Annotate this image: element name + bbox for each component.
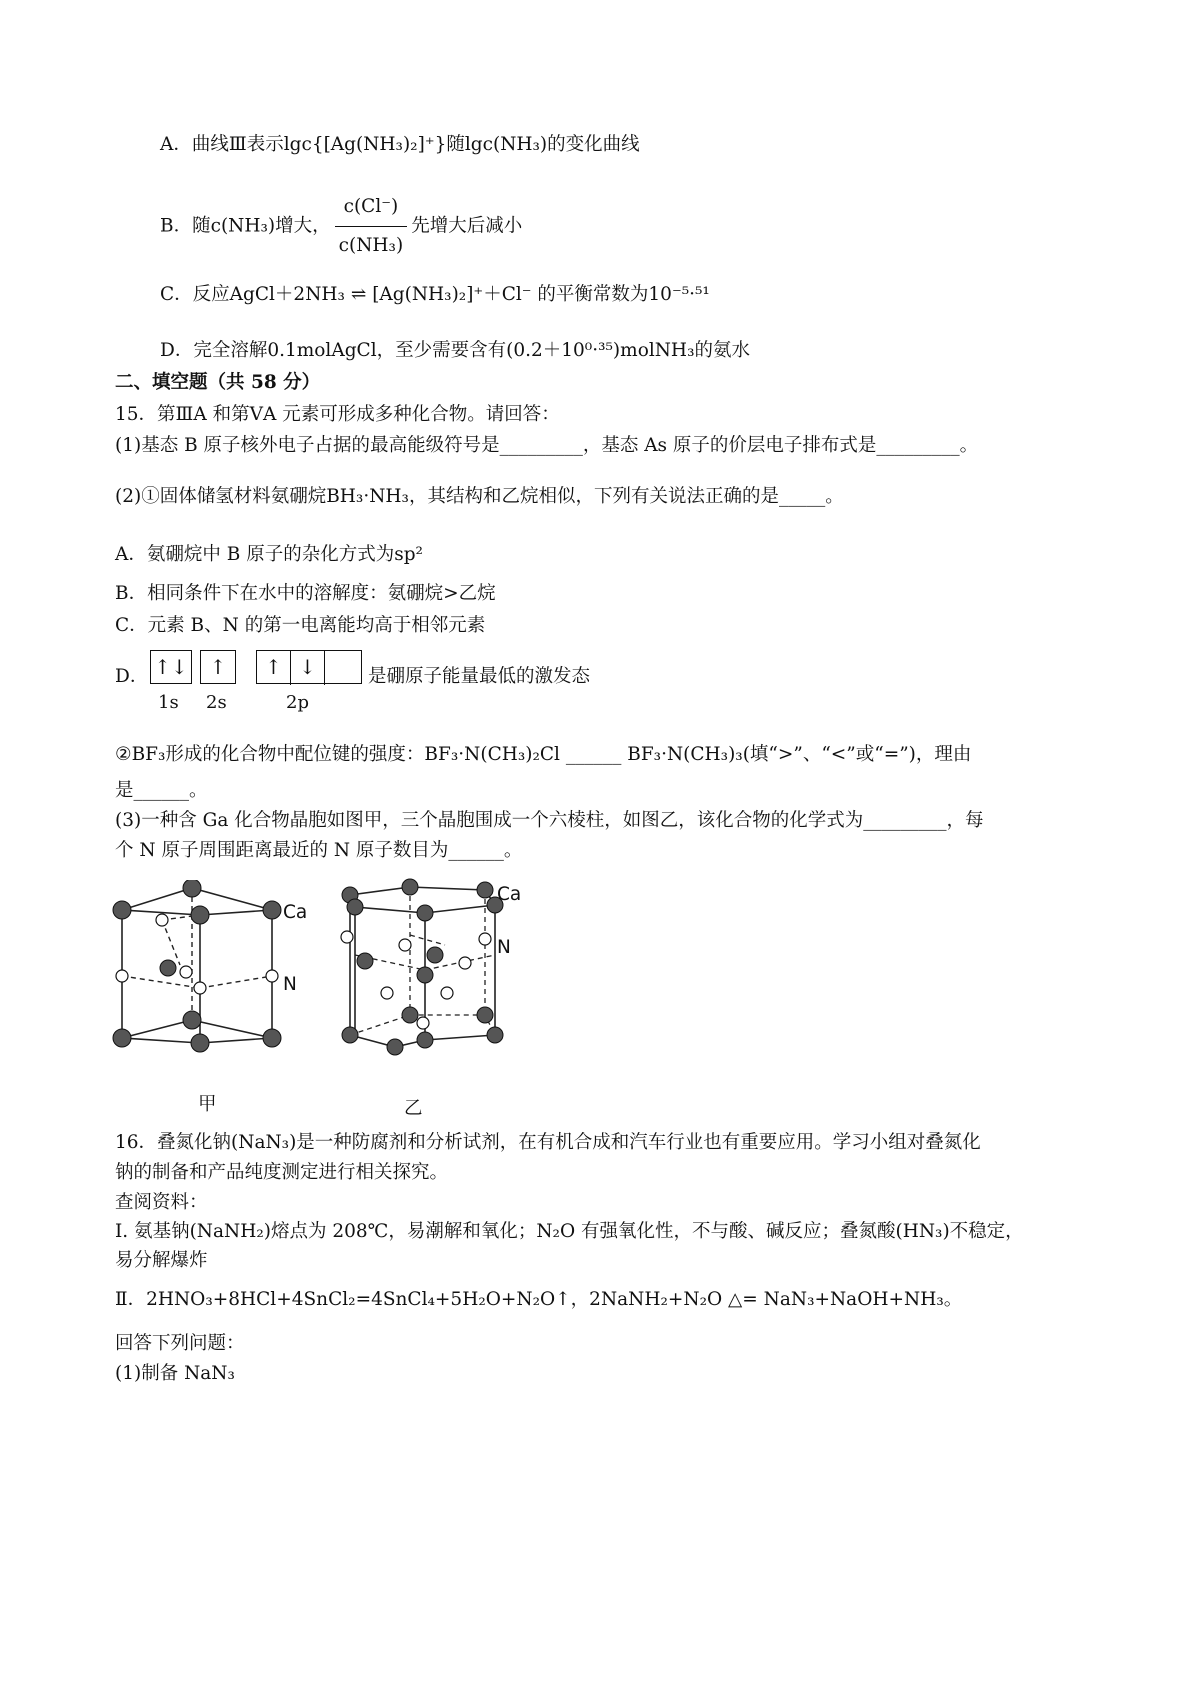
orbital-cell-2s: ↑ (209, 655, 227, 679)
q15-part2c: 是______。 (115, 780, 208, 801)
q16-info-1a: I. 氨基钠(NaNH₂)熔点为 208℃，易潮解和氧化；N₂O 有强氧化性，不与酸、碱反应；叠氮酸(HN₃)不稳定， (115, 1221, 1024, 1242)
q15-stem: 15．第ⅢA 和第ⅤA 元素可形成多种化合物。请回答： (115, 404, 560, 425)
fig1-caption: 甲 (198, 1094, 217, 1115)
q16-info-1b: 易分解爆炸 (115, 1250, 208, 1271)
q14-option-c: C．反应AgCl＋2NH₃ ⇌ [Ag(NH₃)₂]⁺＋Cl⁻ 的平衡常数为10⁻⁵·⁵¹ (160, 284, 710, 305)
q15-option-d-label: D． (115, 666, 149, 687)
orbital-cell-1s: ↑↓ (154, 655, 188, 679)
q15-option-a: A．氨硼烷中 B 原子的杂化方式为sp² (115, 544, 423, 565)
q14-fraction (335, 190, 408, 263)
q15-option-c: C．元素 B、N 的第一电离能均高于相邻元素 (115, 615, 486, 636)
fig1-label-n: N (283, 974, 297, 995)
q15-part3a: (3)一种含 Ga 化合物晶胞如图甲，三个晶胞围成一个六棱柱，如图乙，该化合物的化学式为_________，每 (115, 810, 984, 831)
q15-part2b: ②BF₃形成的化合物中配位键的强度：BF₃·N(CH₃)₂Cl ______ BF₃·N(CH₃)₃(填“>”、“<”或“=”)，理由 (115, 744, 972, 765)
q15-option-d-text: 是硼原子能量最低的激发态 (368, 666, 591, 687)
orbital-box-2s (200, 650, 236, 684)
fig2-label-ca: Ca (497, 884, 522, 905)
orbital-label-2p: 2p (286, 692, 309, 713)
q14-option-b-suffix: 先增大后减小 (411, 215, 523, 237)
orbital-box-2p (256, 650, 362, 684)
q16-info-2: Ⅱ．2HNO₃+8HCl+4SnCl₂=4SnCl₄+5H₂O+N₂O↑，2NaNH₂+N₂O △= NaN₃+NaOH+NH₃。 (115, 1289, 963, 1310)
q15-part1: (1)基态 B 原子核外电子占据的最高能级符号是_________，基态 As 原子的价层电子排布式是_________。 (115, 435, 979, 456)
orbital-label-2s: 2s (206, 692, 227, 713)
fig2-caption: 乙 (404, 1098, 423, 1119)
orbital-label-1s: 1s (158, 692, 179, 713)
q14-option-d: D．完全溶解0.1molAgCl，至少需要含有(0.2＋10⁰·³⁵)molNH₃的氨水 (160, 340, 750, 361)
fraction-numerator: c(Cl⁻) (335, 190, 408, 227)
fraction-denominator: c(NH₃) (338, 235, 404, 256)
orbital-box-1s (150, 650, 192, 684)
q16-stem-1: 16．叠氮化钠(NaN₃)是一种防腐剂和分析试剂，在有机合成和汽车行业也有重要应用。学习小组对叠氮化 (115, 1132, 981, 1153)
orbital-cell-2p-1: ↑ (257, 651, 291, 685)
fig1-label-ca: Ca (283, 902, 308, 923)
q16-stem-2: 钠的制备和产品纯度测定进行相关探究。 (115, 1162, 449, 1183)
q14-option-b-prefix: B．随c(NH₃)增大， (160, 215, 331, 237)
q15-part2: (2)①固体储氢材料氨硼烷BH₃·NH₃，其结构和乙烷相似，下列有关说法正确的是_____。 (115, 486, 844, 507)
q14-option-b (160, 190, 522, 263)
q15-option-b: B．相同条件下在水中的溶解度：氨硼烷>乙烷 (115, 583, 496, 604)
q16-reference: 查阅资料： (115, 1192, 208, 1213)
q16-answer-prompt: 回答下列问题： (115, 1333, 245, 1354)
q16-part1: (1)制备 NaN₃ (115, 1363, 235, 1384)
fig2-label-n: N (497, 937, 511, 958)
section-heading: 二、填空题（共 58 分） (115, 372, 321, 393)
orbital-cell-2p-3 (325, 651, 359, 685)
q15-part3b: 个 N 原子周围距离最近的 N 原子数目为______。 (115, 840, 523, 861)
orbital-cell-2p-2: ↓ (291, 651, 325, 685)
q14-option-a: A．曲线Ⅲ表示lgc{[Ag(NH₃)₂]⁺}随lgc(NH₃)的变化曲线 (160, 134, 640, 155)
